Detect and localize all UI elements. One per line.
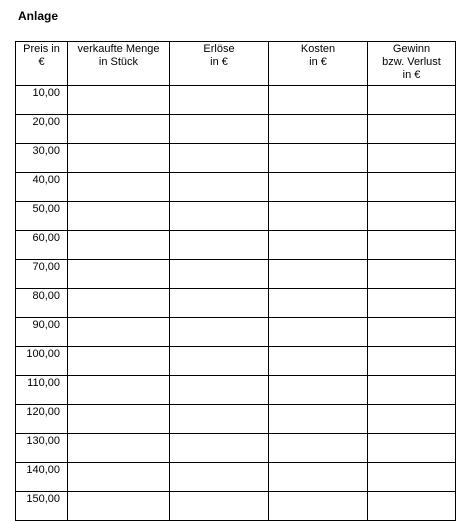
profit-loss-cell[interactable] [368,231,456,260]
table-header-row [16,42,456,86]
price-cell: 110,00 [16,376,68,405]
revenue-cell[interactable] [170,260,269,289]
table-row [16,202,456,231]
price-cell: 50,00 [16,202,68,231]
table-row [16,434,456,463]
revenue-cell[interactable] [170,318,269,347]
costs-cell[interactable] [269,260,368,289]
table-row [16,231,456,260]
costs-cell[interactable] [269,231,368,260]
table-row [16,405,456,434]
header-line: verkaufte Menge [77,43,160,55]
profit-loss-cell[interactable] [368,260,456,289]
header-line: in € [210,56,228,68]
table-row [16,173,456,202]
document-heading: Anlage [18,9,59,23]
quantity-cell[interactable] [68,463,170,492]
header-line: Erlöse [203,43,235,55]
price-cell: 120,00 [16,405,68,434]
profit-loss-cell[interactable] [368,173,456,202]
profit-loss-cell[interactable] [368,202,456,231]
quantity-cell[interactable] [68,202,170,231]
costs-cell[interactable] [269,492,368,521]
quantity-cell[interactable] [68,115,170,144]
quantity-cell[interactable] [68,376,170,405]
price-cell: 70,00 [16,260,68,289]
quantity-cell[interactable] [68,173,170,202]
price-cell: 130,00 [16,434,68,463]
table-row [16,347,456,376]
revenue-cell[interactable] [170,405,269,434]
price-cell: 60,00 [16,231,68,260]
profit-loss-cell[interactable] [368,463,456,492]
table-row [16,492,456,521]
header-line: Preis in [23,43,60,55]
price-cell: 20,00 [16,115,68,144]
profit-loss-cell[interactable] [368,144,456,173]
price-cell: 30,00 [16,144,68,173]
quantity-cell[interactable] [68,318,170,347]
profit-loss-cell[interactable] [368,347,456,376]
table-row [16,376,456,405]
revenue-cell[interactable] [170,434,269,463]
table-body [16,86,456,521]
header-costs [269,42,368,86]
revenue-cell[interactable] [170,231,269,260]
profit-loss-cell[interactable] [368,115,456,144]
header-line: Kosten [300,43,336,55]
price-cell: 100,00 [16,347,68,376]
table-row [16,115,456,144]
header-line: bzw. Verlust [382,56,441,68]
costs-cell[interactable] [269,173,368,202]
revenue-cell[interactable] [170,289,269,318]
revenue-cell[interactable] [170,202,269,231]
costs-cell[interactable] [269,86,368,115]
quantity-cell[interactable] [68,86,170,115]
header-line: Gewinn [392,43,431,55]
price-cell: 90,00 [16,318,68,347]
revenue-cell[interactable] [170,492,269,521]
table-row [16,144,456,173]
quantity-cell[interactable] [68,347,170,376]
header-revenue [170,42,269,86]
price-cell: 10,00 [16,86,68,115]
header-line: in € [402,69,421,81]
profit-loss-cell[interactable] [368,289,456,318]
header-line: in Stück [98,56,139,68]
costs-cell[interactable] [269,144,368,173]
costs-cell[interactable] [269,347,368,376]
costs-cell[interactable] [269,318,368,347]
quantity-cell[interactable] [68,492,170,521]
header-profit-loss [368,42,456,86]
price-cell: 40,00 [16,173,68,202]
profit-loss-cell[interactable] [368,86,456,115]
quantity-cell[interactable] [68,144,170,173]
profit-loss-cell[interactable] [368,318,456,347]
costs-cell[interactable] [269,202,368,231]
header-line: in € [309,56,327,68]
table-row [16,463,456,492]
revenue-cell[interactable] [170,144,269,173]
quantity-cell[interactable] [68,231,170,260]
header-line: € [38,56,45,68]
revenue-cell[interactable] [170,173,269,202]
revenue-cell[interactable] [170,463,269,492]
header-price [16,42,68,86]
costs-cell[interactable] [269,289,368,318]
costs-cell[interactable] [269,115,368,144]
revenue-cell[interactable] [170,86,269,115]
costs-cell[interactable] [269,405,368,434]
table-row [16,86,456,115]
price-cell: 150,00 [16,492,68,521]
calculation-table [15,41,456,521]
revenue-cell[interactable] [170,115,269,144]
price-cell: 80,00 [16,289,68,318]
table-row [16,260,456,289]
revenue-cell[interactable] [170,347,269,376]
profit-loss-cell[interactable] [368,434,456,463]
quantity-cell[interactable] [68,289,170,318]
profit-loss-cell[interactable] [368,376,456,405]
table-row [16,289,456,318]
quantity-cell[interactable] [68,405,170,434]
quantity-cell[interactable] [68,260,170,289]
profit-loss-cell[interactable] [368,405,456,434]
table-row [16,318,456,347]
costs-cell[interactable] [269,376,368,405]
header-quantity-sold [68,42,170,86]
costs-cell[interactable] [269,434,368,463]
profit-loss-cell[interactable] [368,492,456,521]
revenue-cell[interactable] [170,376,269,405]
price-cell: 140,00 [16,463,68,492]
quantity-cell[interactable] [68,434,170,463]
costs-cell[interactable] [269,463,368,492]
